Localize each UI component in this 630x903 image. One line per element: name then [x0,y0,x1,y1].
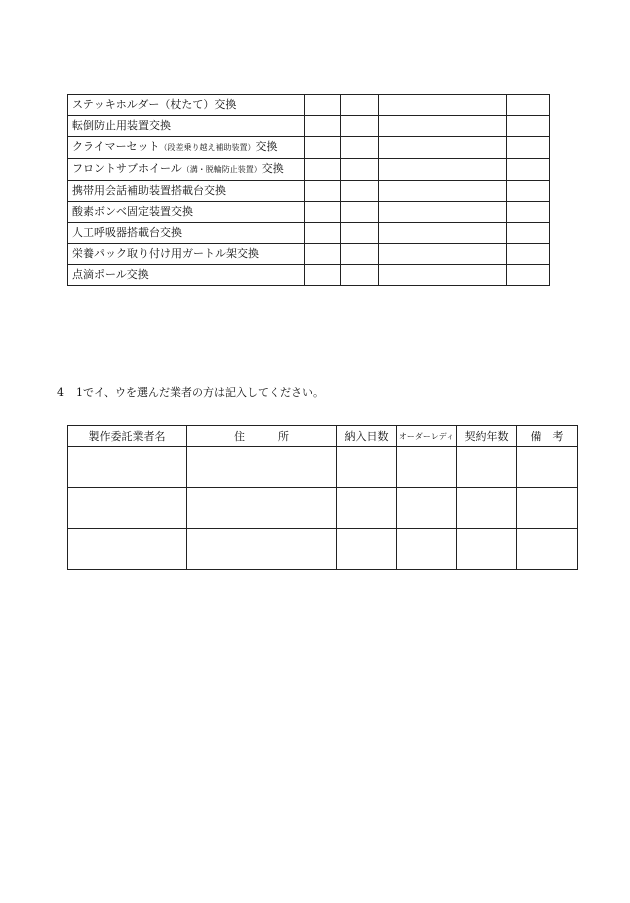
parts-row [68,244,550,265]
header-vendor-name: 製作委託業者名 [68,426,187,447]
header-address: 住 所 [187,426,337,447]
vendor-cell[interactable] [457,447,517,488]
parts-row [68,116,550,137]
parts-row-label [68,223,305,244]
parts-input-cell[interactable] [341,95,378,116]
parts-row [68,202,550,223]
parts-row [68,137,550,159]
parts-row-main: フロントサブホイール [72,162,182,175]
parts-row-main: ステッキホルダー（杖たて）交換 [72,98,237,111]
parts-input-cell[interactable] [341,159,378,181]
parts-input-cell[interactable] [506,116,549,137]
parts-input-cell[interactable] [341,265,378,286]
parts-input-cell[interactable] [341,202,378,223]
vendor-cell[interactable] [517,529,578,570]
parts-row-label [68,202,305,223]
parts-input-cell[interactable] [506,202,549,223]
vendor-row [68,447,578,488]
parts-input-cell[interactable] [304,116,340,137]
parts-row-main: クライマーセット [72,140,160,153]
header-delivery-days: 納入日数 [337,426,397,447]
vendor-cell[interactable] [68,488,187,529]
parts-table [67,94,550,286]
parts-input-cell[interactable] [506,137,549,159]
parts-row [68,95,550,116]
parts-row [68,223,550,244]
vendor-cell[interactable] [187,488,337,529]
parts-input-cell[interactable] [506,265,549,286]
parts-row-main: 栄養パック取り付け用ガートル架交換 [72,247,259,260]
parts-input-cell[interactable] [304,265,340,286]
parts-row-main: 酸素ボンベ固定装置交換 [72,205,193,218]
parts-row-label [68,95,305,116]
vendor-cell[interactable] [457,488,517,529]
parts-input-cell[interactable] [304,244,340,265]
vendor-cell[interactable] [457,529,517,570]
parts-row-label [68,137,305,159]
parts-input-cell[interactable] [341,116,378,137]
parts-input-cell[interactable] [506,181,549,202]
parts-input-cell[interactable] [506,244,549,265]
parts-input-cell[interactable] [304,223,340,244]
vendor-row [68,529,578,570]
parts-row-label [68,244,305,265]
parts-row-main: 点滴ポール交換 [72,268,149,281]
parts-row [68,181,550,202]
header-order-ready: オーダーレディ [397,426,457,447]
parts-input-cell[interactable] [341,223,378,244]
parts-row-note: （段差乗り越え補助装置） [159,143,256,152]
parts-row-label [68,181,305,202]
parts-input-cell[interactable] [378,137,506,159]
parts-row-label [68,159,305,181]
parts-row-main: 携帯用会話補助装置搭載台交換 [72,184,226,197]
vendor-cell[interactable] [68,447,187,488]
header-remarks: 備 考 [517,426,578,447]
parts-input-cell[interactable] [304,159,340,181]
vendor-cell[interactable] [187,529,337,570]
parts-input-cell[interactable] [506,95,549,116]
vendor-header-row [68,426,578,447]
parts-row [68,265,550,286]
parts-input-cell[interactable] [506,223,549,244]
parts-input-cell[interactable] [506,159,549,181]
instruction-line [57,384,324,400]
parts-input-cell[interactable] [378,223,506,244]
parts-row-suffix: 交換 [261,162,284,175]
parts-row-label [68,265,305,286]
parts-input-cell[interactable] [378,95,506,116]
parts-input-cell[interactable] [304,95,340,116]
vendor-cell[interactable] [397,488,457,529]
parts-input-cell[interactable] [378,181,506,202]
parts-input-cell[interactable] [378,159,506,181]
parts-row-label [68,116,305,137]
parts-input-cell[interactable] [304,137,340,159]
parts-row-main: 人工呼吸器搭載台交換 [72,226,182,239]
instruction-text: 1でイ、ウを選んだ業者の方は記入してください。 [76,386,325,399]
vendor-cell[interactable] [517,488,578,529]
parts-input-cell[interactable] [378,265,506,286]
instruction-number: 4 [57,386,64,399]
parts-row-suffix: 交換 [255,140,278,153]
parts-input-cell[interactable] [378,202,506,223]
parts-input-cell[interactable] [341,244,378,265]
parts-input-cell[interactable] [341,181,378,202]
parts-input-cell[interactable] [304,202,340,223]
vendor-cell[interactable] [337,488,397,529]
vendor-cell[interactable] [517,447,578,488]
parts-input-cell[interactable] [341,137,378,159]
header-contract-years: 契約年数 [457,426,517,447]
parts-row-main: 転倒防止用装置交換 [72,119,171,132]
vendor-cell[interactable] [337,529,397,570]
vendor-row [68,488,578,529]
vendor-cell[interactable] [187,447,337,488]
vendor-cell[interactable] [68,529,187,570]
parts-row-note: （溝・脱輪防止装置） [181,165,262,174]
parts-input-cell[interactable] [378,116,506,137]
parts-row [68,159,550,181]
vendor-cell[interactable] [397,529,457,570]
vendor-cell[interactable] [397,447,457,488]
parts-input-cell[interactable] [304,181,340,202]
parts-input-cell[interactable] [378,244,506,265]
vendor-cell[interactable] [337,447,397,488]
vendor-table [67,425,578,570]
